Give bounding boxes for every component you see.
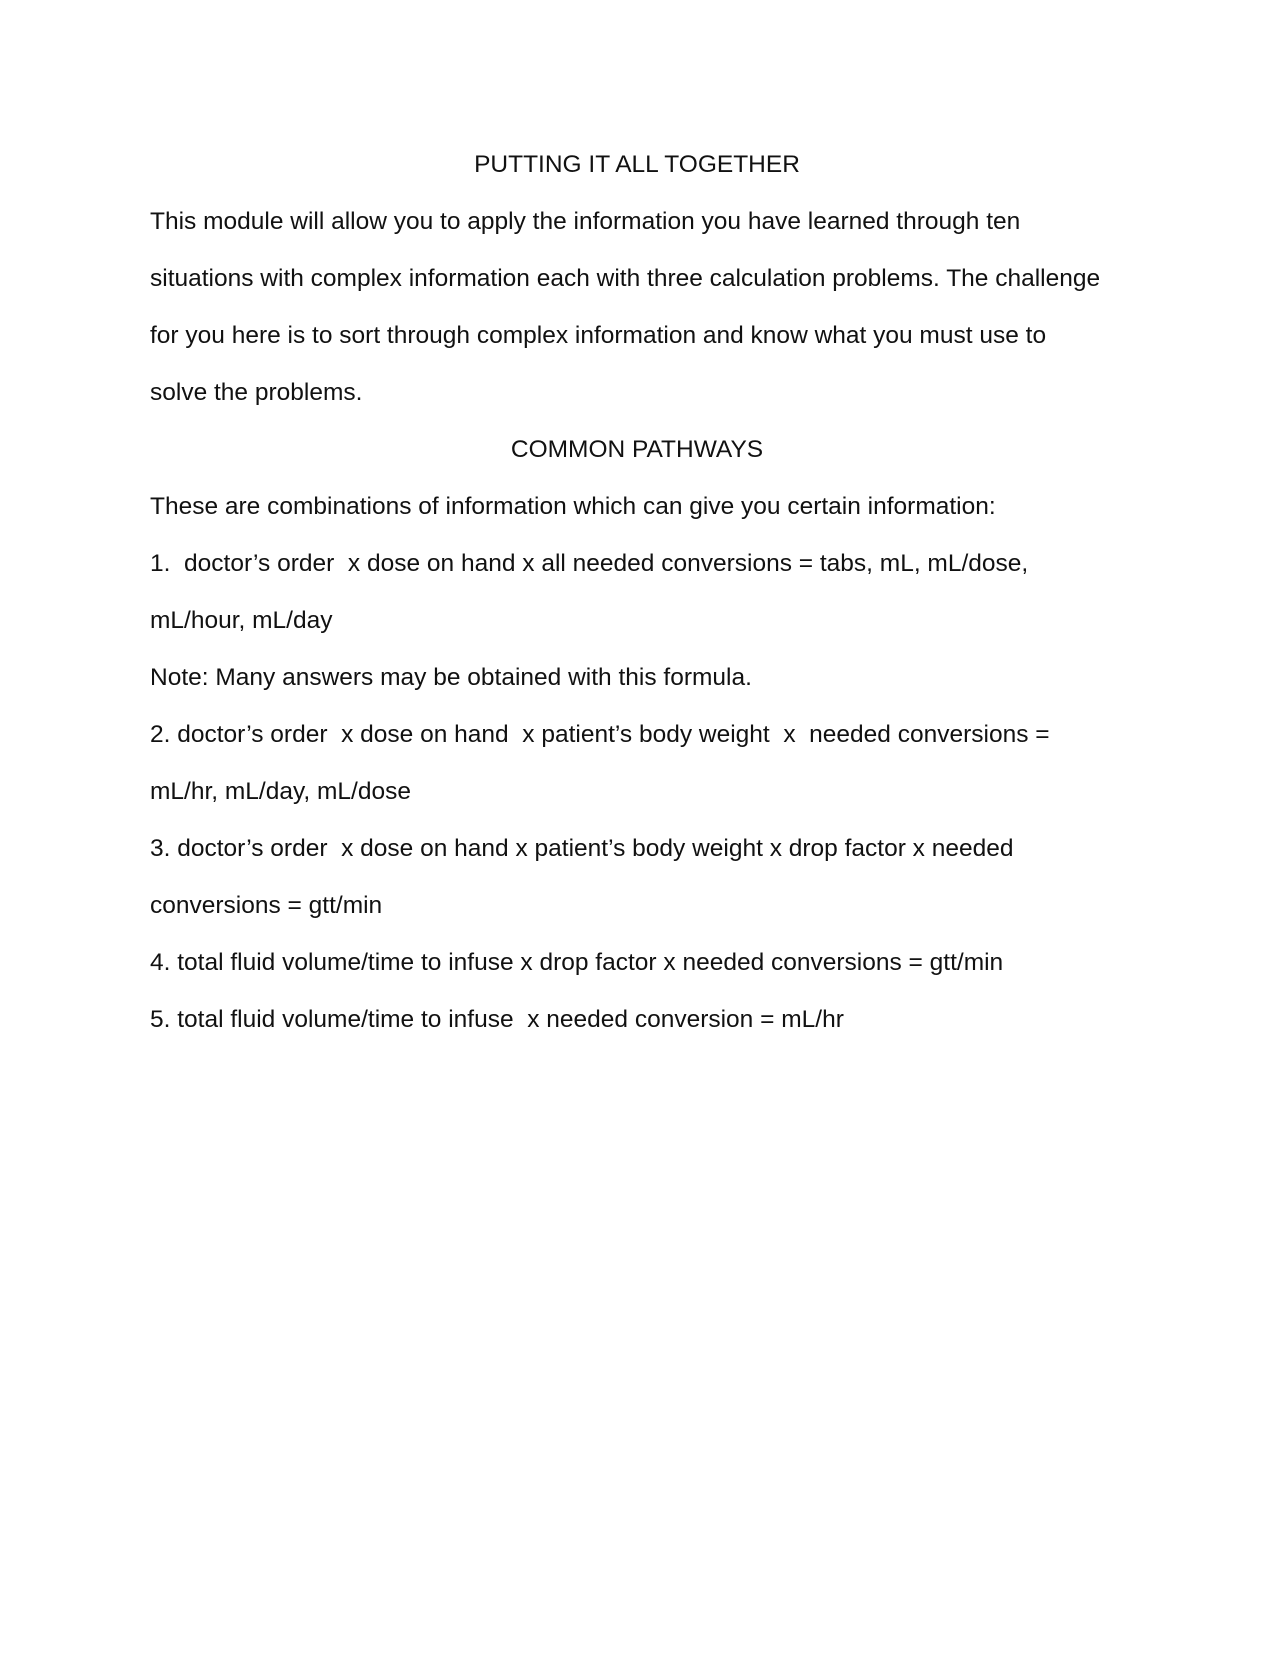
pathway-line-6: conversions = gtt/min (150, 892, 383, 919)
pathway-note: Note: Many answers may be obtained with this formula. (150, 664, 752, 691)
pathway-line-7: 4. total fluid volume/time to infuse x drop factor x needed conversions = gtt/min (150, 949, 1004, 976)
pathway-line-5: 3. doctor’s order x dose on hand x patient’s body weight x drop factor x needed (150, 835, 1014, 862)
pathway-line-4: mL/hr, mL/day, mL/dose (150, 778, 411, 805)
intro-line-3: for you here is to sort through complex information and know what you must use to (150, 322, 1047, 349)
pathway-line-1: 1. doctor’s order x dose on hand x all needed conversions = tabs, mL, mL/dose, (150, 550, 1029, 577)
lead-in-text: These are combinations of information which can give you certain information: (150, 493, 996, 520)
section-heading: COMMON PATHWAYS (510, 436, 764, 463)
intro-line-1: This module will allow you to apply the information you have learned through ten (150, 208, 1021, 235)
intro-line-2: situations with complex information each with three calculation problems. The challenge (150, 265, 1101, 292)
pathway-line-3: 2. doctor’s order x dose on hand x patient’s body weight x needed conversions = (150, 721, 1050, 748)
pathway-line-8: 5. total fluid volume/time to infuse x needed conversion = mL/hr (150, 1006, 844, 1033)
intro-line-4: solve the problems. (150, 379, 363, 406)
pathway-line-2: mL/hour, mL/day (150, 607, 333, 634)
page-title: PUTTING IT ALL TOGETHER (474, 151, 800, 178)
